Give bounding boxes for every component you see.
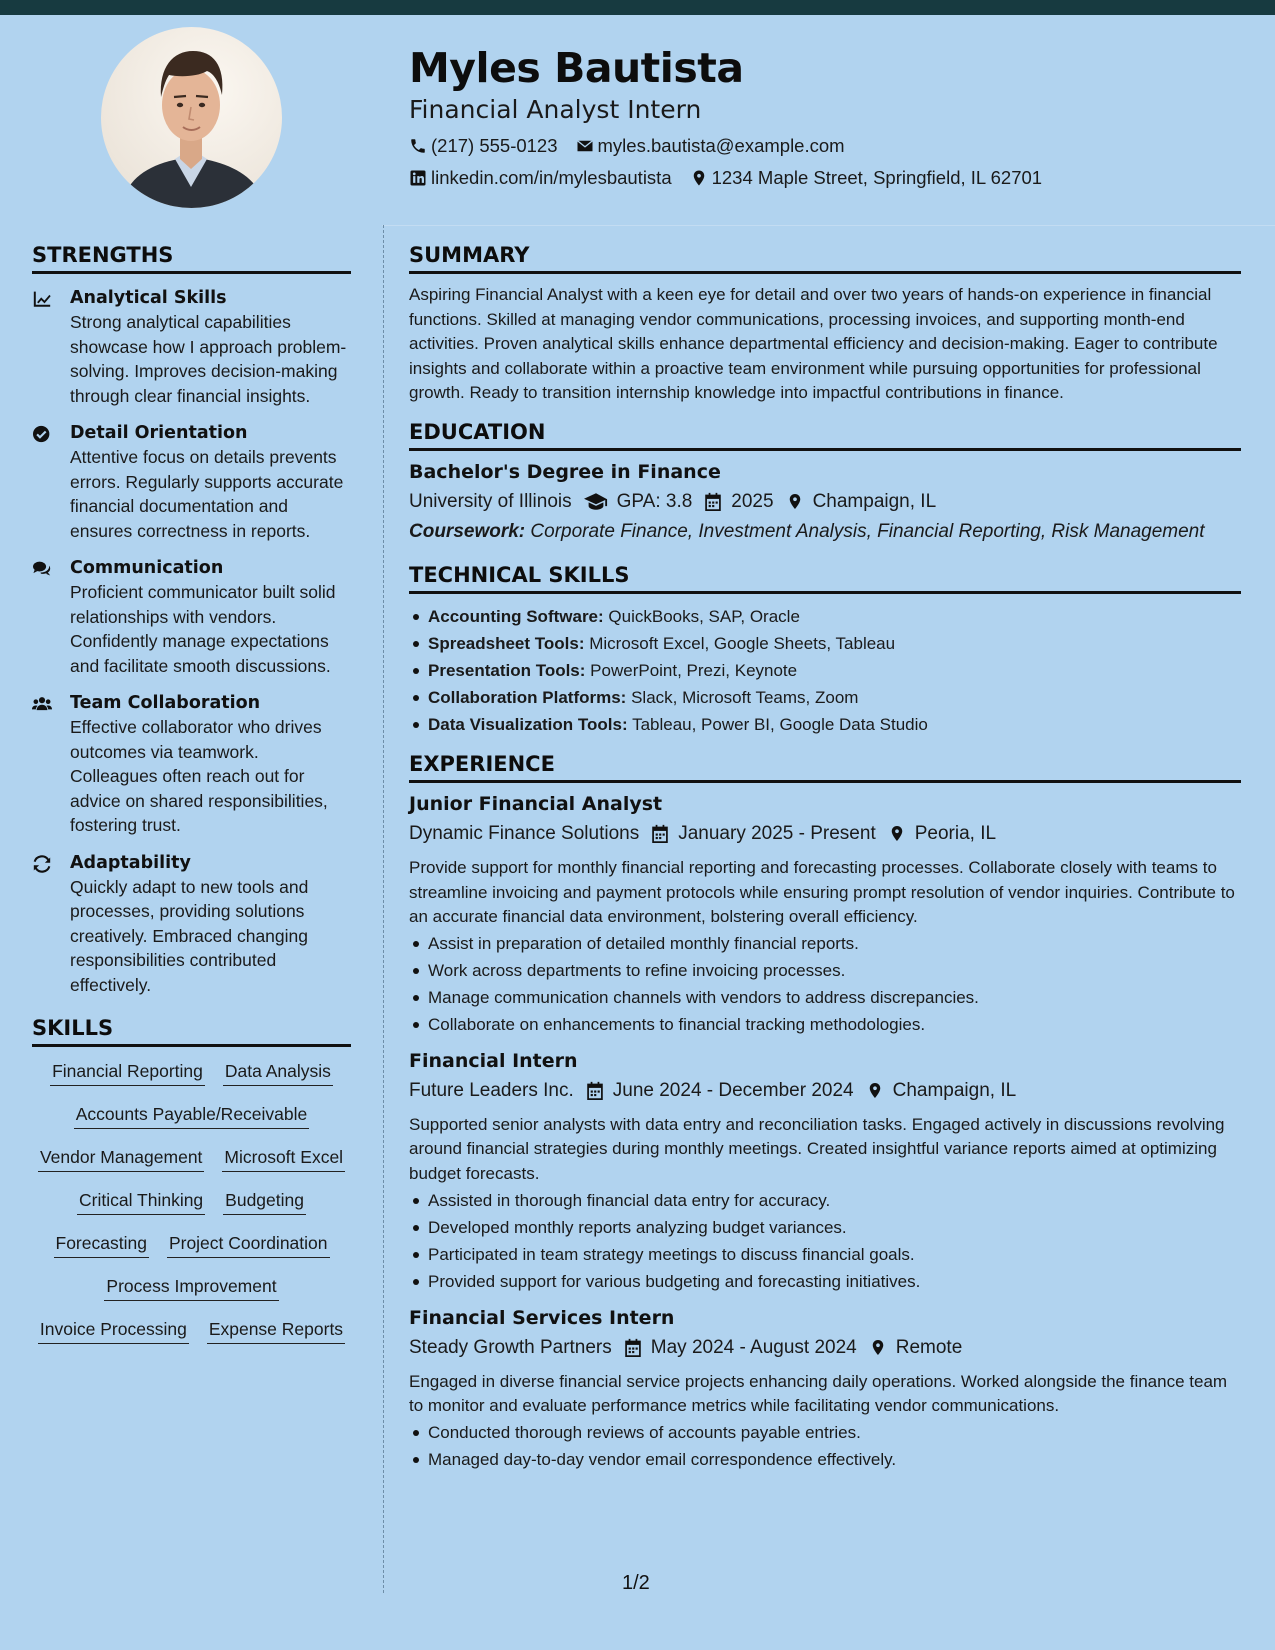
phone-contact bbox=[409, 133, 558, 159]
calendar-icon bbox=[586, 1081, 604, 1100]
strength-title: Analytical Skills bbox=[70, 288, 227, 308]
strength-item bbox=[32, 286, 351, 408]
strength-description: Quickly adapt to new tools and processes, providing solutions creatively. Embraced changing responsibilities contributed effectively. bbox=[70, 876, 309, 995]
company-name: Future Leaders Inc. bbox=[409, 1079, 574, 1101]
skill-tag: Budgeting bbox=[223, 1188, 306, 1215]
job-bullets bbox=[409, 930, 1241, 1038]
tech-label: Accounting Software: bbox=[428, 606, 604, 626]
job-dates: May 2024 - August 2024 bbox=[650, 1336, 857, 1358]
strength-title: Detail Orientation bbox=[70, 423, 248, 443]
graduation-cap-icon bbox=[584, 492, 608, 511]
strength-title: Team Collaboration bbox=[70, 693, 261, 713]
job-location: Champaign, IL bbox=[892, 1079, 1017, 1101]
technical-skills-heading: TECHNICAL SKILLS bbox=[409, 562, 1241, 594]
school-location: Champaign, IL bbox=[812, 490, 937, 512]
skill-tag: Process Improvement bbox=[104, 1274, 278, 1301]
school-name: University of Illinois bbox=[409, 490, 572, 512]
contact-row-2 bbox=[409, 165, 1249, 191]
skill-tag: Microsoft Excel bbox=[222, 1145, 345, 1172]
job-description: Engaged in diverse financial service projects enhancing daily operations. Worked alongside the finance team to monitor and evaluate performance metrics while facilitating vendor communications. bbox=[409, 1371, 1228, 1416]
tech-label: Presentation Tools: bbox=[428, 660, 586, 680]
coursework-list: Corporate Finance, Investment Analysis, Financial Reporting, Risk Management bbox=[530, 520, 1205, 542]
list-item: Developed monthly reports analyzing budget variances. bbox=[409, 1214, 1241, 1241]
summary-heading: SUMMARY bbox=[409, 242, 1241, 274]
job-meta bbox=[409, 1077, 1241, 1105]
right-column bbox=[409, 242, 1241, 1473]
job-title: Junior Financial Analyst bbox=[409, 792, 663, 815]
education-meta bbox=[409, 488, 1241, 516]
map-marker-icon bbox=[869, 1338, 887, 1357]
job-title: Financial Intern bbox=[409, 1049, 578, 1072]
strength-description: Attentive focus on details prevents errors. Regularly supports accurate financial documentation and ensures correctness in reports. bbox=[70, 447, 344, 541]
tech-label: Data Visualization Tools: bbox=[428, 714, 628, 734]
strengths-list bbox=[32, 286, 351, 997]
coursework-label: Coursework: bbox=[409, 520, 526, 542]
strengths-heading: STRENGTHS bbox=[32, 242, 351, 274]
calendar-icon bbox=[651, 824, 669, 843]
phone-icon bbox=[409, 137, 427, 155]
skill-tag: Critical Thinking bbox=[77, 1188, 205, 1215]
skill-tag: Project Coordination bbox=[167, 1231, 330, 1258]
skill-tag: Invoice Processing bbox=[38, 1317, 189, 1344]
line-chart-icon bbox=[32, 290, 52, 308]
experience-heading: EXPERIENCE bbox=[409, 751, 1241, 783]
skill-tag: Vendor Management bbox=[38, 1145, 204, 1172]
list-item: Manage communication channels with vendors to address discrepancies. bbox=[409, 984, 1241, 1011]
job-description: Provide support for monthly financial reporting and forecasting processes. Collaborate closely with teams to streamline invoicing and payment protocols while ensuring prompt resolution of vendor inquiries. Contribute to an accurate financial data environment, bolstering overall efficiency. bbox=[409, 857, 1235, 927]
job-dates: June 2024 - December 2024 bbox=[612, 1079, 854, 1101]
company-name: Steady Growth Partners bbox=[409, 1336, 612, 1358]
list-item bbox=[409, 684, 1241, 711]
candidate-title: Financial Analyst Intern bbox=[409, 95, 702, 124]
linkedin-icon bbox=[409, 169, 427, 187]
list-item bbox=[409, 657, 1241, 684]
list-item bbox=[409, 603, 1241, 630]
map-marker-icon bbox=[690, 169, 708, 187]
map-marker-icon bbox=[888, 824, 906, 843]
strength-description: Strong analytical capabilities showcase how I approach problem-solving. Improves decision-making through clear financial insights. bbox=[70, 312, 347, 406]
strength-title: Adaptability bbox=[70, 852, 191, 873]
tech-label: Collaboration Platforms: bbox=[428, 687, 627, 707]
experience-entry bbox=[409, 1305, 1241, 1473]
job-dates: January 2025 - Present bbox=[678, 822, 876, 844]
column-divider bbox=[383, 225, 384, 1593]
address-text: 1234 Maple Street, Springfield, IL 62701 bbox=[711, 167, 1043, 188]
tech-value: Slack, Microsoft Teams, Zoom bbox=[631, 687, 859, 707]
job-bullets bbox=[409, 1419, 1241, 1473]
job-meta bbox=[409, 820, 1241, 848]
degree-title: Bachelor's Degree in Finance bbox=[409, 460, 721, 483]
strength-title: Communication bbox=[70, 558, 224, 578]
header-divider bbox=[382, 225, 1275, 226]
tech-value: Tableau, Power BI, Google Data Studio bbox=[632, 714, 928, 734]
job-meta bbox=[409, 1334, 1241, 1362]
technical-skills-list bbox=[409, 603, 1241, 738]
company-name: Dynamic Finance Solutions bbox=[409, 822, 640, 844]
calendar-icon bbox=[624, 1338, 642, 1357]
skills-tags bbox=[32, 1059, 351, 1344]
skill-tag: Forecasting bbox=[54, 1231, 149, 1258]
skill-tag: Expense Reports bbox=[207, 1317, 345, 1344]
comments-icon bbox=[32, 560, 52, 578]
job-title: Financial Services Intern bbox=[409, 1306, 675, 1329]
graduation-year: 2025 bbox=[731, 490, 774, 512]
candidate-name: Myles Bautista bbox=[409, 44, 744, 92]
list-item: Conducted thorough reviews of accounts payable entries. bbox=[409, 1419, 1241, 1446]
resume-header bbox=[409, 42, 1249, 191]
address-contact bbox=[690, 165, 1042, 191]
list-item: Participated in team strategy meetings to discuss financial goals. bbox=[409, 1241, 1241, 1268]
strength-item bbox=[32, 851, 351, 998]
email-contact bbox=[576, 133, 845, 159]
job-description: Supported senior analysts with data entry and reconciliation tasks. Engaged actively in discussions revolving around financial strategies during monthly meetings. Created insightful variance reports aimed at optimizing budget forecasts. bbox=[409, 1114, 1225, 1183]
list-item: Managed day-to-day vendor email correspondence effectively. bbox=[409, 1446, 1241, 1473]
linkedin-contact bbox=[409, 165, 672, 191]
summary-text: Aspiring Financial Analyst with a keen eye for detail and over two years of hands-on experience in financial functions. Skilled at managing vendor communications, processing invoices, and supporting month-end activities. Proven analytical skills enhance departmental efficiency and decision-making. Eager to contribute insights and collaborate within a proactive team environment while pursuing opportunities for professional growth. Ready to transition internship knowledge into impactful contributions in finance. bbox=[409, 285, 1218, 403]
list-item bbox=[409, 630, 1241, 657]
map-marker-icon bbox=[866, 1081, 884, 1100]
skill-tag: Data Analysis bbox=[223, 1059, 333, 1086]
map-marker-icon bbox=[786, 492, 804, 511]
phone-text[interactable]: (217) 555-0123 bbox=[431, 135, 558, 156]
experience-entry bbox=[409, 791, 1241, 1038]
skill-tag: Financial Reporting bbox=[50, 1059, 205, 1086]
contact-row-1 bbox=[409, 133, 1249, 159]
page-number: 1/2 bbox=[622, 1572, 650, 1594]
strength-description: Proficient communicator built solid relationships with vendors. Confidently manage expectations and facilitate smooth discussions. bbox=[70, 582, 336, 676]
list-item: Assist in preparation of detailed monthly financial reports. bbox=[409, 930, 1241, 957]
job-location: Peoria, IL bbox=[914, 822, 997, 844]
job-location: Remote bbox=[895, 1336, 963, 1358]
skills-heading: SKILLS bbox=[32, 1015, 351, 1047]
skill-tag: Accounts Payable/Receivable bbox=[74, 1102, 310, 1129]
strength-description: Effective collaborator who drives outcomes via teamwork. Colleagues often reach out for advice on shared responsibilities, fostering trust. bbox=[70, 717, 328, 835]
list-item: Provided support for various budgeting and forecasting initiatives. bbox=[409, 1268, 1241, 1295]
strength-item bbox=[32, 556, 351, 678]
experience-entry bbox=[409, 1048, 1241, 1295]
calendar-icon bbox=[704, 492, 722, 511]
profile-photo bbox=[101, 27, 282, 208]
strength-item bbox=[32, 691, 351, 838]
education-heading: EDUCATION bbox=[409, 419, 1241, 451]
gpa-text: GPA: 3.8 bbox=[616, 490, 693, 512]
tech-label: Spreadsheet Tools: bbox=[428, 633, 585, 653]
list-item: Work across departments to refine invoicing processes. bbox=[409, 957, 1241, 984]
top-bar bbox=[0, 0, 1275, 15]
sync-icon bbox=[32, 855, 52, 873]
envelope-icon bbox=[576, 137, 594, 155]
linkedin-text[interactable]: linkedin.com/in/mylesbautista bbox=[431, 167, 672, 188]
list-item bbox=[409, 711, 1241, 738]
job-bullets bbox=[409, 1187, 1241, 1295]
tech-value: QuickBooks, SAP, Oracle bbox=[608, 606, 800, 626]
email-text[interactable]: myles.bautista@example.com bbox=[597, 135, 845, 156]
list-item: Collaborate on enhancements to financial tracking methodologies. bbox=[409, 1011, 1241, 1038]
coursework bbox=[409, 519, 1241, 544]
left-column bbox=[32, 242, 351, 1344]
check-circle-icon bbox=[32, 425, 52, 443]
users-icon bbox=[32, 695, 52, 713]
strength-item bbox=[32, 421, 351, 543]
list-item: Assisted in thorough financial data entry for accuracy. bbox=[409, 1187, 1241, 1214]
tech-value: Microsoft Excel, Google Sheets, Tableau bbox=[589, 633, 896, 653]
tech-value: PowerPoint, Prezi, Keynote bbox=[590, 660, 798, 680]
